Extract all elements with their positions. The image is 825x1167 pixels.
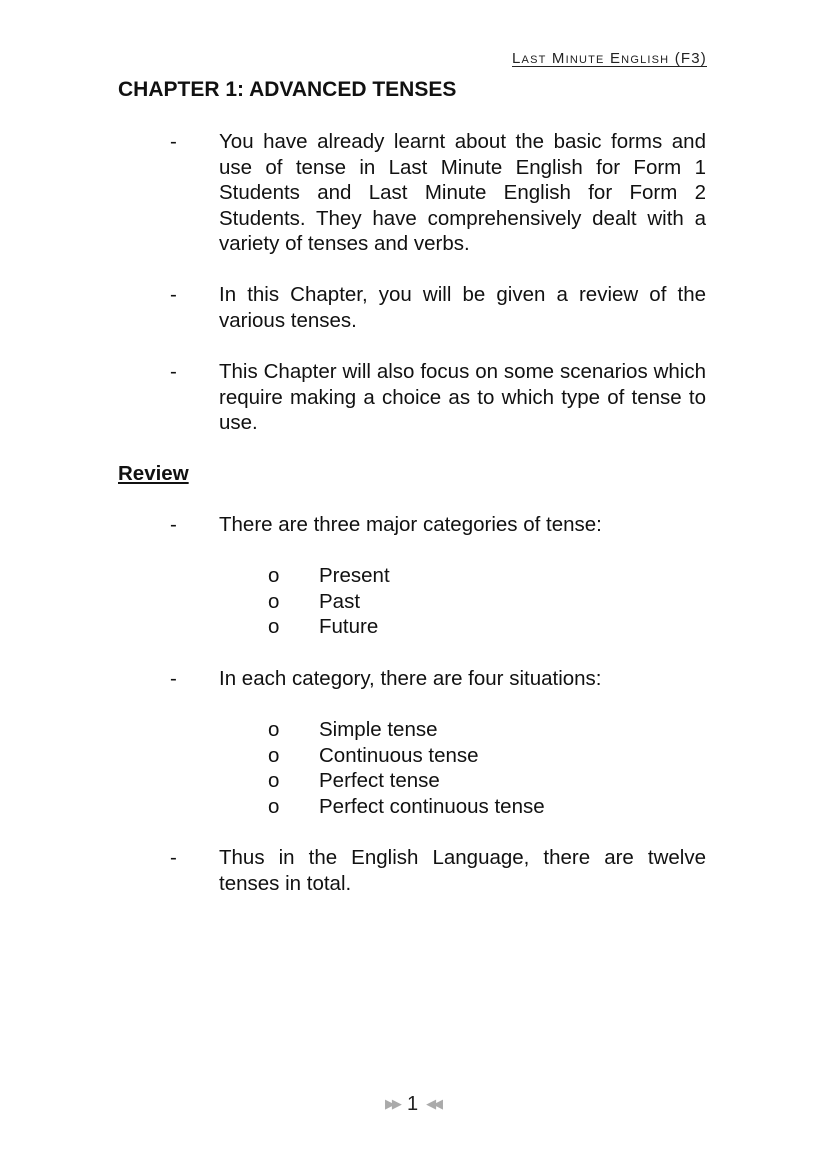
point-text: In this Chapter, you will be given a review of the various tenses. bbox=[219, 283, 706, 332]
dash-bullet: - bbox=[170, 846, 177, 869]
dash-bullet: - bbox=[170, 130, 177, 153]
page-footer bbox=[0, 1093, 825, 1116]
intro-point bbox=[118, 282, 706, 333]
circle-bullet-icon: o bbox=[268, 794, 280, 818]
circle-bullet-icon: o bbox=[268, 564, 280, 587]
running-header: Last Minute English (F3) bbox=[512, 50, 707, 67]
chapter-title: CHAPTER 1: ADVANCED TENSES bbox=[118, 78, 457, 101]
review-point bbox=[118, 512, 706, 538]
circle-bullet-icon: o bbox=[268, 769, 280, 792]
intro-point bbox=[118, 129, 706, 257]
review-point bbox=[118, 845, 706, 896]
point-text: You have already learnt about the basic forms and use of tense in Last Minute English for Form 1 Students and Last Minute English for Form 2 Students. They have comprehensively dealt with a variety of tenses and verbs. bbox=[219, 130, 706, 255]
dash-bullet: - bbox=[170, 360, 177, 383]
dash-bullet: - bbox=[170, 283, 177, 306]
point-text: In each category, there are four situations: bbox=[219, 667, 602, 690]
review-heading: Review bbox=[118, 462, 189, 485]
point-text: This Chapter will also focus on some scenarios which require making a choice as to which type of tense to use. bbox=[219, 360, 706, 434]
point-text: Thus in the English Language, there are twelve tenses in total. bbox=[219, 846, 706, 895]
circle-bullet-icon: o bbox=[268, 589, 280, 613]
circle-bullet-icon: o bbox=[268, 718, 280, 741]
double-arrow-right-icon: ▶▶ bbox=[384, 1096, 399, 1111]
circle-bullet-icon: o bbox=[268, 743, 280, 767]
dash-bullet: - bbox=[170, 513, 177, 536]
double-arrow-left-icon: ◀◀ bbox=[426, 1096, 441, 1111]
circle-bullet-icon: o bbox=[268, 615, 280, 638]
page-number: 1 bbox=[406, 1093, 419, 1115]
intro-point bbox=[118, 359, 706, 436]
point-text: There are three major categories of tense: bbox=[219, 513, 602, 536]
review-point bbox=[118, 666, 706, 692]
dash-bullet: - bbox=[170, 667, 177, 690]
